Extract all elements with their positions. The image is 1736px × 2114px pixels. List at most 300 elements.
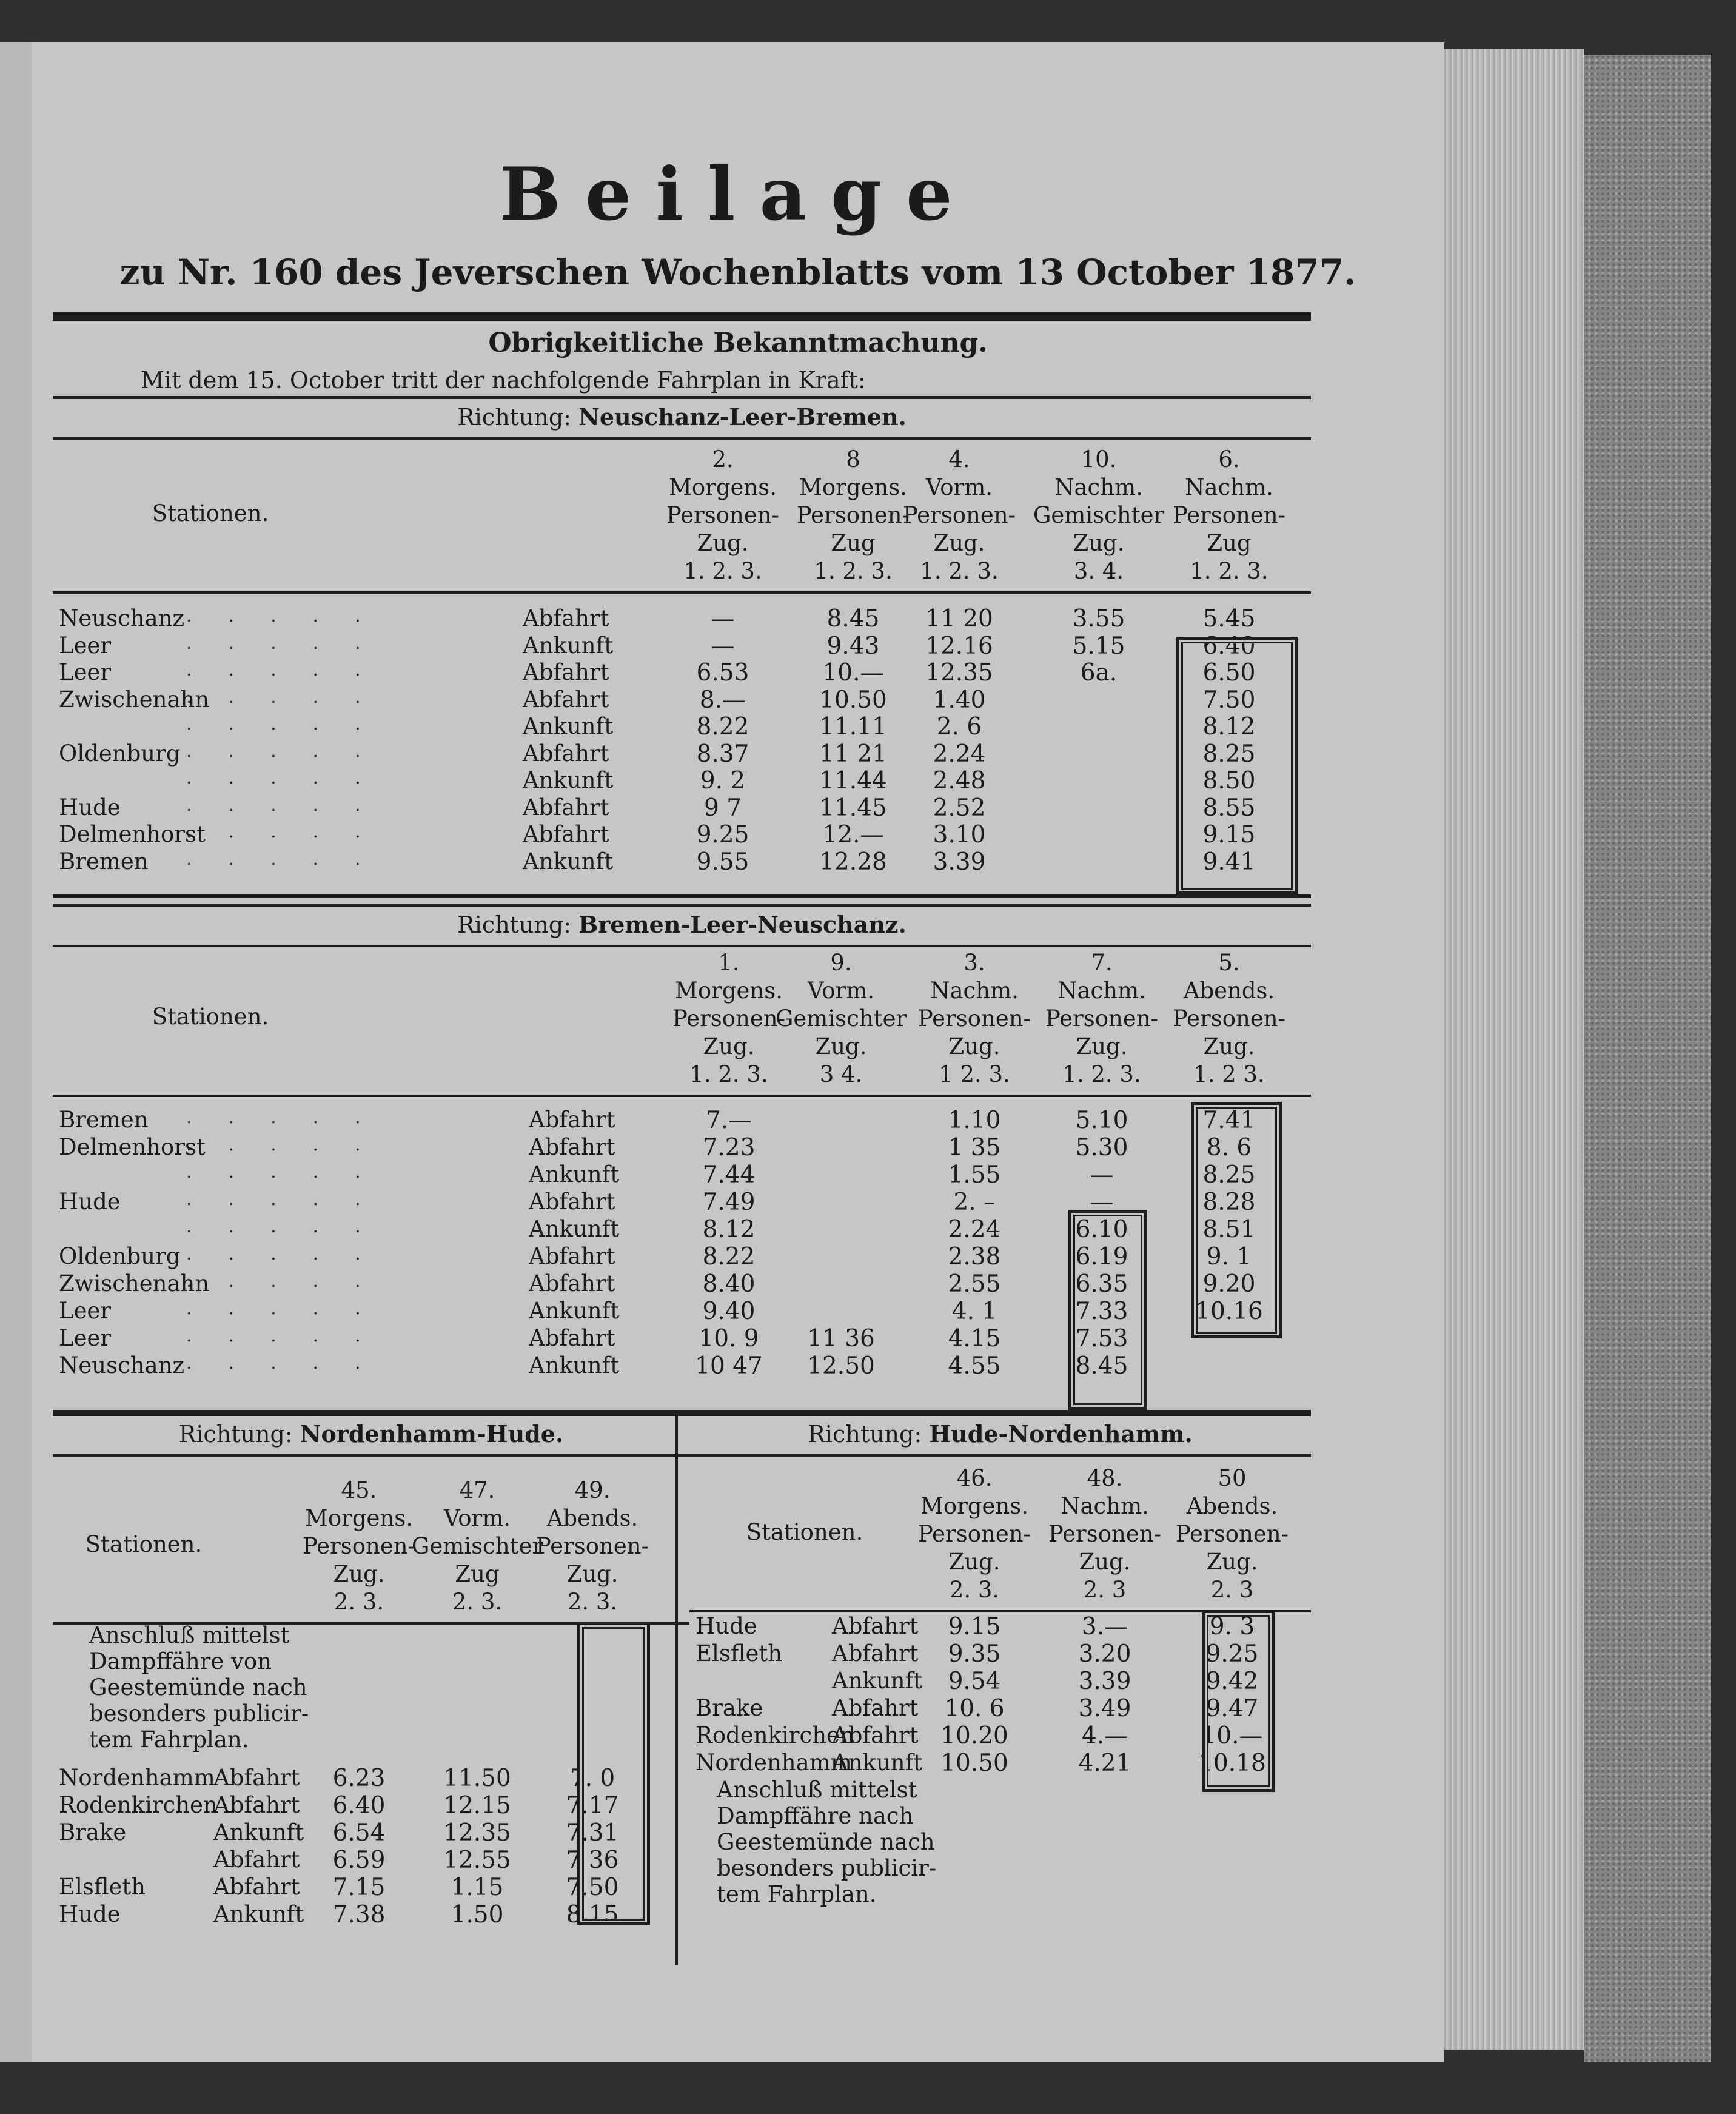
time-cell: 8. 6 <box>1206 1134 1252 1161</box>
column-header-l1: Morgens. <box>799 474 907 500</box>
arrival-departure-label: Ankunft <box>529 1352 620 1378</box>
column-header-cls: 1. 2. 3. <box>920 558 999 584</box>
time-cell: 10. 9 <box>699 1325 759 1352</box>
column-header-num: 1. <box>718 950 740 976</box>
arrival-departure-label: Abfahrt <box>529 1189 615 1215</box>
leader-dots: ..... <box>186 1270 397 1292</box>
column-header-l1: Nachm. <box>1185 474 1273 500</box>
column-header-l3: Zug. <box>1079 1549 1131 1575</box>
station-name: Oldenburg <box>59 740 181 767</box>
leader-dots: ..... <box>186 848 397 870</box>
table-top-rule <box>53 1413 689 1416</box>
time-cell: 12.35 <box>925 659 993 686</box>
time-cell: 11.44 <box>819 767 887 794</box>
arrival-departure-label: Abfahrt <box>213 1765 300 1791</box>
time-cell: 6.35 <box>1075 1270 1128 1298</box>
direction-name: Neuschanz-Leer-Bremen. <box>578 403 907 431</box>
time-cell: 8.12 <box>1202 713 1256 740</box>
direction-line <box>53 403 1311 431</box>
arrival-departure-label: Abfahrt <box>832 1613 919 1639</box>
direction-prefix: Richtung: <box>178 1421 293 1448</box>
time-cell: 8.51 <box>1202 1216 1256 1243</box>
time-cell: 7.41 <box>1202 1107 1256 1134</box>
leader-dots: ..... <box>186 767 397 788</box>
column-header-l1: Morgens. <box>304 1505 413 1531</box>
column-header-l3: Zug. <box>697 530 749 556</box>
time-cell: 12.50 <box>807 1352 875 1380</box>
leader-dots: ..... <box>186 1352 397 1374</box>
column-header-l3: Zug. <box>1076 1033 1128 1059</box>
arrival-departure-label: Abfahrt <box>213 1847 300 1873</box>
column-header-num: 5. <box>1218 950 1240 976</box>
column-header-l1: Nachm. <box>1057 978 1146 1004</box>
time-cell: 6.10 <box>1075 1216 1128 1243</box>
time-cell: 1.50 <box>451 1901 504 1928</box>
column-header-l1: Vorm. <box>807 978 875 1004</box>
arrival-departure-label: Abfahrt <box>523 821 609 847</box>
direction-prefix: Richtung: <box>808 1421 922 1448</box>
time-cell: 7.31 <box>566 1819 619 1847</box>
time-cell: 8.28 <box>1202 1189 1256 1216</box>
time-cell: 6.23 <box>332 1765 386 1792</box>
table-bottom-rule <box>53 894 1311 898</box>
time-cell: 9.42 <box>1205 1668 1259 1695</box>
column-header <box>411 1477 544 1616</box>
column-header <box>1165 1465 1299 1604</box>
time-cell: 10.— <box>1201 1722 1263 1750</box>
time-cell: 3.39 <box>1078 1668 1131 1695</box>
column-header-l3: Zug <box>831 530 876 556</box>
time-cell: 4. 1 <box>951 1298 997 1325</box>
station-name: Brake <box>695 1695 763 1721</box>
station-name: Leer <box>59 659 112 685</box>
time-cell: 3.— <box>1081 1613 1128 1640</box>
column-header-l2: Personen- <box>1172 502 1286 528</box>
arrival-departure-label: Ankunft <box>529 1298 620 1324</box>
note-line: besonders publicir- <box>717 1855 937 1881</box>
time-cell: 10.50 <box>819 686 887 714</box>
column-header-cls: 1. 2 3. <box>1193 1061 1265 1087</box>
time-cell: 9. 2 <box>700 767 746 794</box>
time-cell: 10.18 <box>1198 1750 1266 1777</box>
arrival-departure-label: Abfahrt <box>529 1107 615 1133</box>
leader-dots: ..... <box>186 632 397 654</box>
column-header-l1: Nachm. <box>1054 474 1143 500</box>
title-rule <box>53 312 1311 321</box>
direction-name: Nordenhamm-Hude. <box>300 1420 564 1448</box>
time-cell: 12.28 <box>819 848 887 876</box>
header-rule <box>53 591 1311 594</box>
time-cell: 9.25 <box>696 821 749 848</box>
time-cell: 8.37 <box>696 740 749 768</box>
time-cell: 9.40 <box>702 1298 756 1325</box>
station-name: Hude <box>59 794 121 820</box>
column-header-l1: Nachm. <box>1061 1493 1149 1519</box>
column-header-l1: Morgens. <box>920 1493 1028 1519</box>
arrival-departure-label: Abfahrt <box>832 1722 919 1748</box>
column-header-l3: Zug. <box>1206 1549 1258 1575</box>
column-header-num: 10. <box>1081 446 1117 472</box>
column-header-l1: Morgens. <box>668 474 777 500</box>
column-header-cls: 1. 2. 3. <box>683 558 762 584</box>
time-cell: 9.15 <box>948 1613 1001 1640</box>
column-header-l1: Morgens. <box>674 978 783 1004</box>
station-name: Nordenhamm <box>59 1765 215 1791</box>
time-cell: 12.15 <box>443 1792 511 1819</box>
station-name: Hude <box>59 1189 121 1215</box>
time-cell: — <box>711 632 735 660</box>
arrival-departure-label: Ankunft <box>523 632 614 659</box>
column-header <box>774 949 908 1089</box>
column-header-num: 48. <box>1087 1465 1123 1491</box>
column-header-num: 9. <box>830 950 852 976</box>
time-cell: 12.— <box>822 821 884 848</box>
leader-dots: ..... <box>186 605 397 626</box>
column-header-l3: Zug <box>1207 530 1252 556</box>
time-cell: 9.25 <box>1205 1640 1259 1668</box>
column-header <box>292 1477 426 1616</box>
time-cell: 11 20 <box>925 605 993 633</box>
station-name: Rodenkirchen <box>59 1792 218 1818</box>
time-cell: 2.52 <box>933 794 986 822</box>
column-header-l1: Vorm. <box>443 1505 511 1531</box>
bold-frame <box>1191 1102 1282 1338</box>
note-line: besonders publicir- <box>89 1700 309 1726</box>
column-header-cls: 1. 2. 3. <box>1062 1061 1141 1087</box>
column-header-l3: Zug. <box>703 1033 755 1059</box>
note-line: tem Fahrplan. <box>717 1881 877 1907</box>
time-cell: 6.40 <box>332 1792 386 1819</box>
column-header-l3: Zug. <box>948 1033 1000 1059</box>
column-header <box>908 949 1041 1089</box>
column-header-l2: Gemischter <box>1033 502 1165 528</box>
leader-dots: ..... <box>186 821 397 842</box>
time-cell: 10.— <box>822 659 884 686</box>
time-cell: 11.45 <box>819 794 887 822</box>
column-header-num: 50 <box>1218 1465 1247 1491</box>
leader-dots: ..... <box>186 1243 397 1264</box>
time-cell: 8.45 <box>1075 1352 1128 1380</box>
station-name: Nordenhamm <box>695 1750 852 1776</box>
station-name: Bremen <box>59 848 149 874</box>
station-name: Hude <box>695 1613 757 1639</box>
column-header <box>1035 949 1168 1089</box>
time-cell: — <box>1090 1161 1114 1189</box>
time-cell: 10.20 <box>940 1722 1008 1750</box>
arrival-departure-label: Abfahrt <box>529 1134 615 1160</box>
column-header-num: 7. <box>1091 950 1113 976</box>
station-name: Oldenburg <box>59 1243 181 1269</box>
arrival-departure-label: Ankunft <box>832 1668 923 1694</box>
column-header-l2: Personen- <box>1045 1005 1159 1032</box>
time-cell: 11.11 <box>819 713 887 740</box>
leader-dots: ..... <box>186 659 397 680</box>
time-cell: 12.55 <box>443 1847 511 1874</box>
station-name: Elsfleth <box>695 1640 783 1666</box>
time-cell: 2.38 <box>948 1243 1001 1270</box>
column-header-num: 2. <box>712 446 734 472</box>
newspaper-page <box>32 42 1444 2062</box>
column-header <box>893 446 1026 585</box>
column-header-l2: Personen- <box>796 502 910 528</box>
time-cell: 8.22 <box>696 713 749 740</box>
column-header-l3: Zug. <box>815 1033 867 1059</box>
time-cell: 3.20 <box>1078 1640 1131 1668</box>
station-name: Leer <box>59 632 112 659</box>
time-cell: 9 7 <box>703 794 742 822</box>
column-header-cls: 3. 4. <box>1073 558 1124 584</box>
column-header-cls: 2. 3. <box>949 1577 1000 1603</box>
time-cell: 7.15 <box>332 1874 386 1901</box>
leader-dots: ..... <box>186 1107 397 1128</box>
time-cell: 11 21 <box>819 740 887 768</box>
time-cell: 7.50 <box>1202 686 1256 714</box>
column-header <box>526 1477 659 1616</box>
station-name: Zwischenahn <box>59 686 210 713</box>
time-cell: 7 36 <box>566 1847 619 1874</box>
column-header-l2: Personen- <box>917 1005 1031 1032</box>
time-cell: 6a. <box>1080 659 1118 686</box>
time-cell: 8.25 <box>1202 1161 1256 1189</box>
station-name: Zwischenahn <box>59 1270 210 1297</box>
leader-dots: ..... <box>186 1134 397 1155</box>
station-name: Hude <box>59 1901 121 1927</box>
time-cell: 7.50 <box>566 1874 619 1901</box>
time-cell: 2.48 <box>933 767 986 794</box>
station-name: Neuschanz <box>59 1352 185 1378</box>
column-header-l2: Personen- <box>1172 1005 1286 1032</box>
time-cell: 9.55 <box>696 848 749 876</box>
bold-frame <box>1202 1610 1275 1792</box>
time-cell: 4.21 <box>1078 1750 1131 1777</box>
time-cell: 1.15 <box>451 1874 504 1901</box>
leader-dots: ..... <box>186 713 397 734</box>
time-cell: 11.50 <box>443 1765 511 1792</box>
time-cell: 6.59 <box>332 1847 386 1874</box>
column-header-num: 49. <box>574 1477 611 1503</box>
stations-header: Stationen. <box>152 500 269 526</box>
announcement-heading: Obrigkeitliche Bekanntmachung. <box>488 327 988 358</box>
arrival-departure-label: Abfahrt <box>529 1325 615 1351</box>
arrival-departure-label: Abfahrt <box>213 1874 300 1900</box>
column-header-cls: 1. 2. 3. <box>814 558 893 584</box>
arrival-departure-label: Abfahrt <box>523 659 609 685</box>
announcement-intro: Mit dem 15. October tritt der nachfolgende Fahrplan in Kraft: <box>141 367 866 394</box>
time-cell: 3.55 <box>1072 605 1125 633</box>
station-name: Leer <box>59 1298 112 1324</box>
time-cell: 8.55 <box>1202 794 1256 822</box>
time-cell: 5.45 <box>1202 605 1256 633</box>
column-header-cls: 2. 3 <box>1083 1577 1127 1603</box>
time-cell: 6.53 <box>696 659 749 686</box>
station-name: Leer <box>59 1325 112 1351</box>
time-cell: 9.54 <box>948 1668 1001 1695</box>
book-binding <box>1584 55 1711 2062</box>
bold-frame <box>577 1622 650 1925</box>
direction-rule <box>53 437 1311 440</box>
time-cell: 8.50 <box>1202 767 1256 794</box>
connection-note <box>717 1777 959 1907</box>
time-cell: 2.24 <box>933 740 986 768</box>
arrival-departure-label: Abfahrt <box>832 1640 919 1666</box>
header-rule <box>53 1095 1311 1097</box>
time-cell: 8.40 <box>702 1270 756 1298</box>
note-line: Anschluß mittelst <box>89 1622 290 1648</box>
note-line: Dampffähre von <box>89 1648 272 1674</box>
column-header-l2: Personen- <box>1175 1521 1289 1547</box>
time-cell: 10 47 <box>695 1352 763 1380</box>
leader-dots: ..... <box>186 1298 397 1319</box>
column-header-l2: Personen- <box>535 1533 649 1559</box>
column-header-l3: Zug <box>455 1561 500 1587</box>
connection-note <box>89 1622 332 1753</box>
arrival-departure-label: Ankunft <box>213 1819 304 1845</box>
note-line: Geestemünde nach <box>717 1829 935 1855</box>
station-name: Delmenhorst <box>59 1134 206 1160</box>
station-name: Delmenhorst <box>59 821 206 847</box>
column-header <box>1032 446 1165 585</box>
time-cell: 5.10 <box>1075 1107 1128 1134</box>
time-cell: — <box>1090 1189 1114 1216</box>
column-header-num: 3. <box>964 950 985 976</box>
time-cell: 6.54 <box>332 1819 386 1847</box>
time-cell: 9.35 <box>948 1640 1001 1668</box>
column-header-cls: 2. 3. <box>567 1589 618 1615</box>
time-cell: 6.40 <box>1202 632 1256 660</box>
time-cell: 10.16 <box>1195 1298 1263 1325</box>
arrival-departure-label: Abfahrt <box>529 1243 615 1269</box>
column-header-l2: Personen- <box>302 1533 416 1559</box>
bold-frame <box>1176 637 1298 894</box>
direction-name: Bremen-Leer-Neuschanz. <box>578 911 907 938</box>
leader-dots: ..... <box>186 740 397 762</box>
time-cell: 12.35 <box>443 1819 511 1847</box>
station-name: Bremen <box>59 1107 149 1133</box>
time-cell: 2. 6 <box>936 713 982 740</box>
leader-dots: ..... <box>186 1161 397 1183</box>
time-cell: 9. 3 <box>1209 1613 1255 1640</box>
direction-name: Hude-Nordenhamm. <box>929 1420 1193 1448</box>
note-line: Geestemünde nach <box>89 1674 307 1700</box>
time-cell: 2.24 <box>948 1216 1001 1243</box>
time-cell: 11 36 <box>807 1325 875 1352</box>
arrival-departure-label: Ankunft <box>213 1901 304 1927</box>
facing-page-edge <box>0 42 32 2062</box>
time-cell: 1.40 <box>933 686 986 714</box>
bold-frame <box>1068 1210 1147 1410</box>
column-header-l2: Personen- <box>1048 1521 1162 1547</box>
column-header-l2: Gemischter <box>775 1005 907 1032</box>
time-cell: 2. – <box>953 1189 996 1216</box>
column-divider <box>675 1413 678 1965</box>
column-header <box>1038 1465 1171 1604</box>
time-cell: 6.50 <box>1202 659 1256 686</box>
direction-prefix: Richtung: <box>457 911 572 938</box>
stations-header: Stationen. <box>746 1519 863 1545</box>
station-name: Neuschanz <box>59 605 185 631</box>
time-cell: 4.— <box>1081 1722 1128 1750</box>
leader-dots: ..... <box>186 1325 397 1346</box>
time-cell: 5.30 <box>1075 1134 1128 1161</box>
direction-rule <box>689 1454 1311 1457</box>
time-cell: 8.12 <box>702 1216 756 1243</box>
column-header-l2: Gemischter <box>411 1533 543 1559</box>
time-cell: 3.10 <box>933 821 986 848</box>
page-stack-edge <box>1444 49 1584 2050</box>
time-cell: 1.10 <box>948 1107 1001 1134</box>
column-header-l3: Zug. <box>333 1561 385 1587</box>
arrival-departure-label: Ankunft <box>523 713 614 739</box>
time-cell: 7. 0 <box>569 1765 615 1792</box>
direction-line <box>53 1420 689 1448</box>
column-header-l2: Personen- <box>666 502 780 528</box>
time-cell: 9.43 <box>826 632 880 660</box>
table-top-rule <box>53 396 1311 399</box>
column-header-l3: Zug. <box>948 1549 1000 1575</box>
note-line: Anschluß mittelst <box>717 1777 917 1803</box>
leader-dots: ..... <box>186 1216 397 1237</box>
station-name: Rodenkirchen <box>695 1722 854 1748</box>
column-header-l2: Personen- <box>917 1521 1031 1547</box>
time-cell: 12.16 <box>925 632 993 660</box>
column-header-cls: 1. 2. 3. <box>1190 558 1268 584</box>
direction-rule <box>53 1454 689 1457</box>
time-cell: 9.47 <box>1205 1695 1259 1722</box>
arrival-departure-label: Abfahrt <box>523 794 609 820</box>
note-line: Dampffähre nach <box>717 1803 914 1829</box>
leader-dots: ..... <box>186 1189 397 1210</box>
time-cell: — <box>711 605 735 633</box>
table-top-rule <box>689 1413 1311 1416</box>
arrival-departure-label: Ankunft <box>523 767 614 793</box>
direction-line <box>689 1420 1311 1448</box>
station-name: Brake <box>59 1819 127 1845</box>
time-cell: 8.— <box>699 686 746 714</box>
column-header-num: 4. <box>948 446 970 472</box>
time-cell: 1.55 <box>948 1161 1001 1189</box>
column-header-l1: Vorm. <box>925 474 993 500</box>
column-header-l2: Personen- <box>672 1005 786 1032</box>
column-header <box>656 446 789 585</box>
time-cell: 9.41 <box>1202 848 1256 876</box>
arrival-departure-label: Abfahrt <box>213 1792 300 1818</box>
time-cell: 3.39 <box>933 848 986 876</box>
time-cell: 8.15 <box>566 1901 619 1928</box>
supplement-title: Beilage <box>499 152 977 237</box>
time-cell: 7.49 <box>702 1189 756 1216</box>
time-cell: 8.25 <box>1202 740 1256 768</box>
time-cell: 7.44 <box>702 1161 756 1189</box>
column-header-cls: 1 2. 3. <box>939 1061 1010 1087</box>
time-cell: 4.55 <box>948 1352 1001 1380</box>
arrival-departure-label: Ankunft <box>523 848 614 874</box>
time-cell: 3.49 <box>1078 1695 1131 1722</box>
column-header-l3: Zug. <box>1203 1033 1255 1059</box>
time-cell: 9. 1 <box>1206 1243 1252 1270</box>
time-cell: 10.50 <box>940 1750 1008 1777</box>
time-cell: 1 35 <box>948 1134 1001 1161</box>
column-header-l2: Personen- <box>902 502 1016 528</box>
column-header <box>908 1465 1041 1604</box>
supplement-subtitle: zu Nr. 160 des Jeverschen Wochenblatts vom 13 October 1877. <box>119 252 1356 293</box>
arrival-departure-label: Abfahrt <box>523 686 609 713</box>
column-header-num: 45. <box>341 1477 377 1503</box>
direction-line <box>53 911 1311 938</box>
time-cell: 8.45 <box>826 605 880 633</box>
column-header-l3: Zug. <box>566 1561 618 1587</box>
stations-header: Stationen. <box>85 1531 203 1557</box>
arrival-departure-label: Abfahrt <box>523 740 609 767</box>
